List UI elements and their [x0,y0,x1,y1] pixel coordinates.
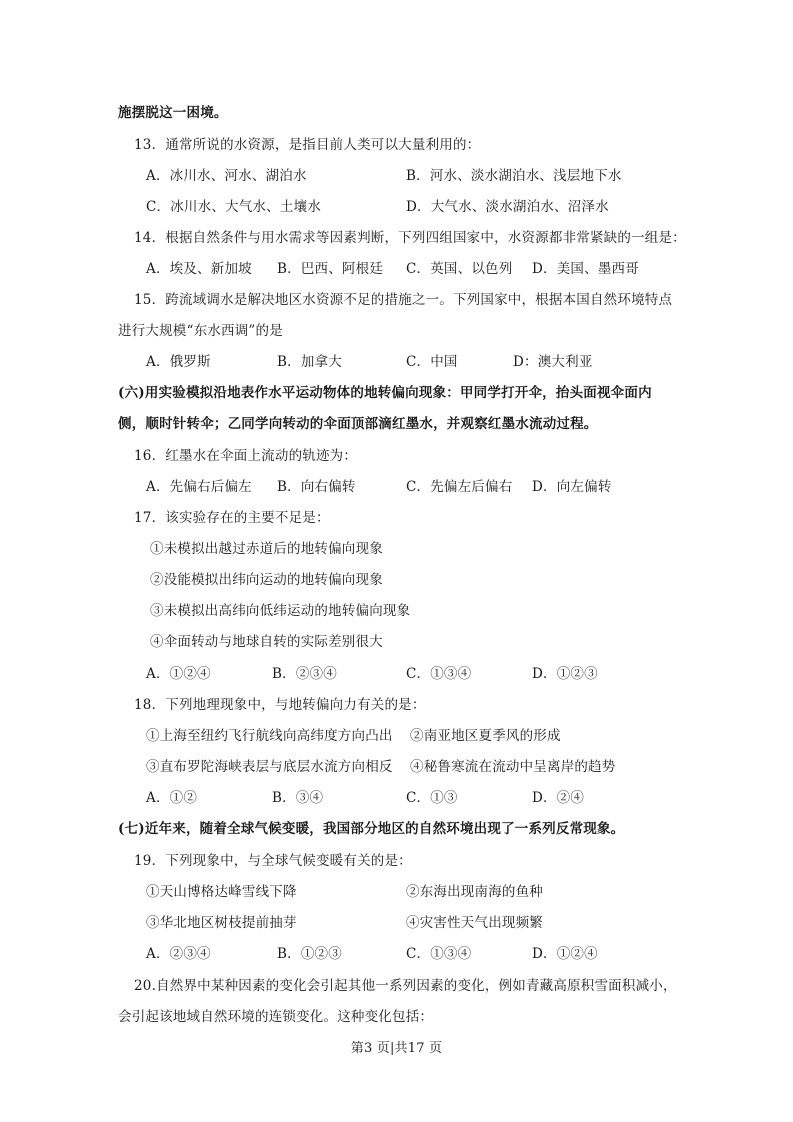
option-a: A．俄罗斯 [146,354,211,370]
option-a: A．埃及、新加坡 [146,261,252,277]
option-b: B．③④ [272,790,324,806]
option-d: D．①②③ [532,666,598,682]
option-b: B．加拿大 [277,354,342,370]
option-b: B．巴西、阿根廷 [277,261,384,277]
option-d: D．大气水、淡水湖泊水、沼泽水 [406,199,609,215]
option-a: A．②③④ [146,946,211,962]
option-d: D．②④ [532,790,585,806]
option-d: D：澳大利亚 [513,354,593,370]
page-footer [0,1040,793,1058]
page-number: 第3 页|共17 页 [350,1041,443,1056]
option-b: B．①②③ [277,946,342,962]
option-c: C．中国 [406,354,458,370]
option-a: A．①② [146,790,198,806]
option-b: B．②③④ [272,666,337,682]
option-d: D．①②④ [532,946,598,962]
option-a: A．冰川水、河水、湖泊水 [146,168,307,184]
option-d: D．向左偏转 [532,479,612,495]
option-c: C．①③ [406,790,458,806]
option-c: C．①③④ [406,946,472,962]
option-a: A．先偏右后偏左 [146,479,252,495]
option-b: B．河水、淡水湖泊水、浅层地下水 [406,168,622,184]
option-b: B．向右偏转 [277,479,356,495]
option-a: A．①②④ [146,666,211,682]
option-d: D．美国、墨西哥 [532,261,639,277]
option-c: C．①③④ [406,666,472,682]
option-c: C．冰川水、大气水、土壤水 [146,199,321,215]
option-c: C．先偏左后偏右 [406,479,513,495]
option-c: C．英国、以色列 [406,261,513,277]
